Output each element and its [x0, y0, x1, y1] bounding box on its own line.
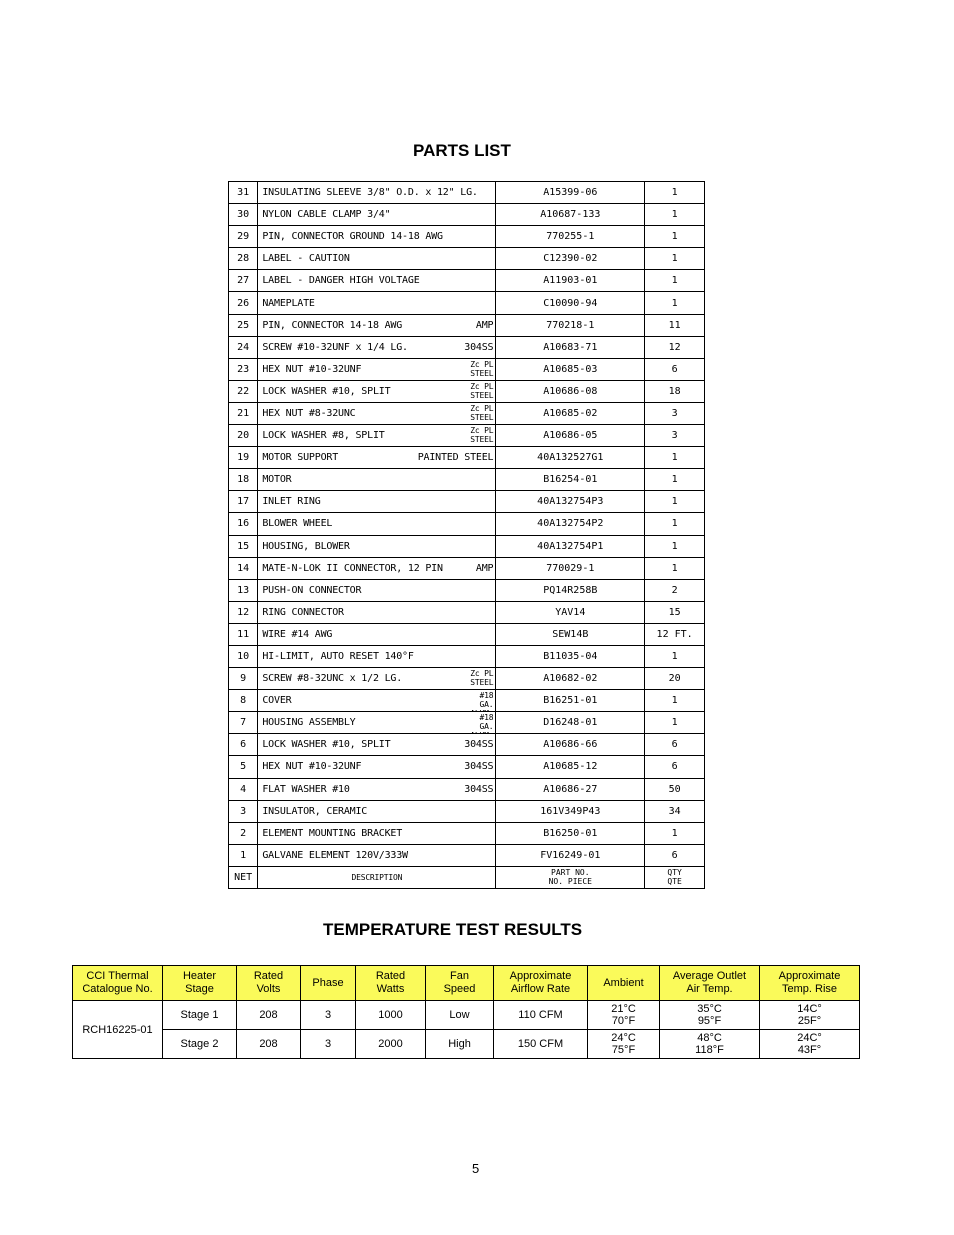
parts-row [229, 778, 705, 800]
description-text: ELEMENT MOUNTING BRACKET [262, 827, 403, 839]
part-number: A10683-71 [496, 336, 645, 358]
description-text: COVER [262, 695, 292, 707]
parts-row [229, 402, 705, 424]
quantity: 3 [645, 402, 705, 424]
description-text: NAMEPLATE [262, 297, 315, 309]
item-number: 20 [229, 425, 258, 447]
item-description [258, 292, 496, 314]
description-text: MOTOR [262, 474, 292, 486]
column-header [301, 966, 356, 1001]
item-description [258, 557, 496, 579]
parts-row [229, 204, 705, 226]
description-text: LABEL - DANGER HIGH VOLTAGE [262, 275, 420, 287]
cell-temp-rise [760, 1001, 860, 1030]
cell-stage: Stage 2 [163, 1030, 237, 1059]
quantity: 34 [645, 800, 705, 822]
header-line1: Rated [375, 970, 406, 982]
description-text: MOTOR SUPPORT [262, 452, 339, 464]
item-description [258, 623, 496, 645]
part-number: D16248-01 [496, 712, 645, 734]
column-header [588, 966, 660, 1001]
description-text: HOUSING, BLOWER [262, 540, 350, 552]
description-text: PIN, CONNECTOR 14-18 AWG [262, 319, 403, 331]
column-header [494, 966, 588, 1001]
page-number: 5 [472, 1161, 480, 1176]
quantity: 6 [645, 844, 705, 866]
column-header [73, 966, 163, 1001]
part-number: 40A132754P1 [496, 535, 645, 557]
part-number: A10685-03 [496, 358, 645, 380]
part-number: A10685-12 [496, 756, 645, 778]
cell-stage: Stage 1 [163, 1001, 237, 1030]
item-description [258, 513, 496, 535]
parts-row [229, 690, 705, 712]
item-description [258, 535, 496, 557]
header-line2: Airflow Rate [510, 983, 571, 995]
header-line1: Approximate [778, 970, 841, 982]
quantity: 1 [645, 182, 705, 204]
parts-row [229, 601, 705, 623]
item-description [258, 336, 496, 358]
part-number: B16251-01 [496, 690, 645, 712]
parts-list-title: PARTS LIST [413, 141, 511, 160]
item-description [258, 380, 496, 402]
header-line1: Phase [312, 976, 344, 989]
parts-row [229, 535, 705, 557]
part-number: A15399-06 [496, 182, 645, 204]
parts-row [229, 425, 705, 447]
item-description [258, 182, 496, 204]
item-number: 3 [229, 800, 258, 822]
cell-phase: 3 [301, 1030, 356, 1059]
item-number: 4 [229, 778, 258, 800]
header-line1: Ambient [603, 976, 644, 989]
header-part-line1: PART NO. [551, 868, 590, 878]
cell-volts: 208 [237, 1030, 301, 1059]
part-number: FV16249-01 [496, 844, 645, 866]
part-number: B16250-01 [496, 822, 645, 844]
material-note: 304SS [464, 739, 494, 751]
description-text: HOUSING ASSEMBLY [262, 717, 356, 729]
parts-row [229, 557, 705, 579]
header-qty-line1: QTY [667, 868, 682, 878]
temperature-test-title: TEMPERATURE TEST RESULTS [323, 920, 583, 939]
parts-row [229, 270, 705, 292]
part-number: A10687-133 [496, 204, 645, 226]
catalogue-number: RCH16225-01 [73, 1001, 163, 1059]
item-number: 8 [229, 690, 258, 712]
cell-volts: 208 [237, 1001, 301, 1030]
cell-watts: 2000 [356, 1030, 426, 1059]
cell-airflow: 110 CFM [494, 1001, 588, 1030]
ambient-fahrenheit: 75°F [611, 1044, 636, 1056]
cell-airflow: 150 CFM [494, 1030, 588, 1059]
quantity: 1 [645, 226, 705, 248]
material-note: 304SS [464, 783, 494, 795]
description-text: INSULATOR, CERAMIC [262, 805, 368, 817]
item-number: 9 [229, 668, 258, 690]
description-text: NYLON CABLE CLAMP 3/4" [262, 209, 391, 221]
parts-row [229, 226, 705, 248]
item-number: 24 [229, 336, 258, 358]
item-description [258, 402, 496, 424]
parts-row [229, 822, 705, 844]
temp-rise-fahrenheit: 25F° [797, 1015, 822, 1027]
column-header [426, 966, 494, 1001]
item-description [258, 800, 496, 822]
material-note: AMP [475, 319, 494, 331]
parts-row [229, 668, 705, 690]
description-text: MATE-N-LOK II CONNECTOR, 12 PIN [262, 562, 443, 574]
header-part-number [496, 866, 645, 888]
quantity: 1 [645, 248, 705, 270]
parts-row [229, 248, 705, 270]
description-text: HI-LIMIT, AUTO RESET 140°F [262, 651, 414, 663]
item-number: 12 [229, 601, 258, 623]
item-number: 19 [229, 447, 258, 469]
material-note: Zc PL STEEL [470, 381, 494, 400]
cell-outlet-temp [660, 1001, 760, 1030]
parts-row [229, 756, 705, 778]
item-description [258, 358, 496, 380]
description-text: HEX NUT #8-32UNC [262, 407, 356, 419]
quantity: 6 [645, 756, 705, 778]
part-number: 40A132527G1 [496, 447, 645, 469]
item-number: 30 [229, 204, 258, 226]
item-description [258, 314, 496, 336]
item-number: 22 [229, 380, 258, 402]
header-line2: Watts [376, 983, 405, 995]
item-number: 5 [229, 756, 258, 778]
quantity: 12 [645, 336, 705, 358]
material-note: Zc PL STEEL [470, 669, 494, 688]
description-text: HEX NUT #10-32UNF [262, 363, 362, 375]
outlet-temp-fahrenheit: 95°F [697, 1015, 722, 1027]
description-text: LOCK WASHER #8, SPLIT [262, 430, 385, 442]
cell-outlet-temp [660, 1030, 760, 1059]
item-number: 23 [229, 358, 258, 380]
part-number: A11903-01 [496, 270, 645, 292]
description-text: SCREW #10-32UNF x 1/4 LG. [262, 341, 408, 353]
part-number: A10682-02 [496, 668, 645, 690]
part-number: B16254-01 [496, 469, 645, 491]
parts-row [229, 336, 705, 358]
material-note: Zc PL STEEL [470, 359, 494, 378]
part-number: YAV14 [496, 601, 645, 623]
item-description [258, 844, 496, 866]
material-note: AMP [475, 562, 494, 574]
item-number: 31 [229, 182, 258, 204]
item-number: 25 [229, 314, 258, 336]
item-description [258, 690, 496, 712]
header-line2: Air Temp. [686, 983, 733, 995]
item-description [258, 822, 496, 844]
description-text: PUSH-ON CONNECTOR [262, 584, 362, 596]
parts-row [229, 491, 705, 513]
item-description [258, 601, 496, 623]
quantity: 1 [645, 270, 705, 292]
part-number: 770255-1 [496, 226, 645, 248]
description-text: RING CONNECTOR [262, 606, 344, 618]
item-number: 21 [229, 402, 258, 424]
cell-phase: 3 [301, 1001, 356, 1030]
header-line2: Catalogue No. [82, 983, 153, 995]
description-text: INSULATING SLEEVE 3/8" O.D. x 12" LG. [262, 187, 478, 199]
temp-rise-celsius: 24C° [797, 1032, 822, 1044]
item-description [258, 778, 496, 800]
part-number: A10686-27 [496, 778, 645, 800]
item-description [258, 734, 496, 756]
item-number: 16 [229, 513, 258, 535]
parts-list-table [228, 181, 705, 889]
item-description [258, 579, 496, 601]
material-note: Zc PL STEEL [470, 426, 494, 445]
cell-fan: High [426, 1030, 494, 1059]
header-qty-line2: QTE [667, 877, 682, 887]
header-line2: Temp. Rise [781, 983, 838, 995]
header-description: DESCRIPTION [258, 866, 496, 888]
quantity: 18 [645, 380, 705, 402]
parts-row [229, 800, 705, 822]
quantity: 1 [645, 204, 705, 226]
item-number: 2 [229, 822, 258, 844]
column-header [237, 966, 301, 1001]
item-number: 17 [229, 491, 258, 513]
part-number: A10686-05 [496, 425, 645, 447]
item-number: 10 [229, 645, 258, 667]
ambient-fahrenheit: 70°F [611, 1015, 636, 1027]
item-number: 27 [229, 270, 258, 292]
part-number: C10090-94 [496, 292, 645, 314]
ambient-celsius: 21°C [611, 1003, 636, 1015]
description-text: LOCK WASHER #10, SPLIT [262, 739, 391, 751]
cell-ambient [588, 1030, 660, 1059]
part-number: A10685-02 [496, 402, 645, 424]
item-description [258, 645, 496, 667]
parts-row [229, 734, 705, 756]
part-number: SEW14B [496, 623, 645, 645]
description-text: FLAT WASHER #10 [262, 783, 350, 795]
description-text: LOCK WASHER #10, SPLIT [262, 385, 391, 397]
parts-row [229, 712, 705, 734]
item-number: 26 [229, 292, 258, 314]
item-number: 29 [229, 226, 258, 248]
item-description [258, 712, 496, 734]
quantity: 3 [645, 425, 705, 447]
part-number: 40A132754P3 [496, 491, 645, 513]
part-number: B11035-04 [496, 645, 645, 667]
outlet-temp-celsius: 35°C [697, 1003, 722, 1015]
item-description [258, 270, 496, 292]
item-number: 1 [229, 844, 258, 866]
outlet-temp-celsius: 48°C [697, 1032, 722, 1044]
description-text: LABEL - CAUTION [262, 253, 350, 265]
item-number: 6 [229, 734, 258, 756]
description-text: BLOWER WHEEL [262, 518, 333, 530]
temperature-test-table [72, 965, 860, 1059]
item-number: 18 [229, 469, 258, 491]
quantity: 15 [645, 601, 705, 623]
quantity: 1 [645, 469, 705, 491]
header-part-line2: NO. PIECE [548, 877, 592, 887]
temp-rise-fahrenheit: 43F° [797, 1044, 822, 1056]
part-number: 770218-1 [496, 314, 645, 336]
material-note: #18 GA. [479, 713, 494, 732]
part-number: PQ14R258B [496, 579, 645, 601]
cell-temp-rise [760, 1030, 860, 1059]
quantity: 1 [645, 690, 705, 712]
cell-watts: 1000 [356, 1001, 426, 1030]
quantity: 6 [645, 734, 705, 756]
header-line1: Fan [450, 970, 469, 982]
item-number: 11 [229, 623, 258, 645]
item-number: 14 [229, 557, 258, 579]
quantity: 20 [645, 668, 705, 690]
item-number: 13 [229, 579, 258, 601]
parts-row [229, 579, 705, 601]
item-description [258, 469, 496, 491]
parts-header-row [229, 866, 705, 888]
cell-fan: Low [426, 1001, 494, 1030]
parts-row [229, 182, 705, 204]
parts-row [229, 513, 705, 535]
quantity: 2 [645, 579, 705, 601]
parts-row [229, 380, 705, 402]
quantity: 1 [645, 712, 705, 734]
item-description [258, 204, 496, 226]
header-line1: Rated [253, 970, 284, 982]
part-number: 161V349P43 [496, 800, 645, 822]
part-number: C12390-02 [496, 248, 645, 270]
item-description [258, 756, 496, 778]
temp-row [73, 1001, 860, 1030]
parts-row [229, 623, 705, 645]
quantity: 1 [645, 822, 705, 844]
quantity: 1 [645, 645, 705, 667]
description-text: HEX NUT #10-32UNF [262, 761, 362, 773]
quantity: 1 [645, 447, 705, 469]
parts-row [229, 844, 705, 866]
header-line2: Volts [256, 983, 281, 995]
item-description [258, 425, 496, 447]
quantity: 1 [645, 292, 705, 314]
parts-row [229, 447, 705, 469]
parts-row [229, 314, 705, 336]
column-header [660, 966, 760, 1001]
part-number: A10686-08 [496, 380, 645, 402]
part-number: 770029-1 [496, 557, 645, 579]
quantity: 1 [645, 491, 705, 513]
item-number: 15 [229, 535, 258, 557]
material-note: 304SS [464, 341, 494, 353]
description-text: WIRE #14 AWG [262, 628, 333, 640]
item-description [258, 447, 496, 469]
quantity: 1 [645, 513, 705, 535]
outlet-temp-fahrenheit: 118°F [695, 1044, 724, 1056]
parts-row [229, 292, 705, 314]
part-number: A10686-66 [496, 734, 645, 756]
item-number: 7 [229, 712, 258, 734]
description-text: PIN, CONNECTOR GROUND 14-18 AWG [262, 231, 443, 243]
parts-row [229, 469, 705, 491]
quantity: 1 [645, 557, 705, 579]
description-text: INLET RING [262, 496, 321, 508]
material-note: PAINTED STEEL [417, 452, 494, 464]
quantity: 11 [645, 314, 705, 336]
material-note: 304SS [464, 761, 494, 773]
parts-row [229, 358, 705, 380]
material-note: #18 GA. [479, 691, 494, 710]
description-text: SCREW #8-32UNC x 1/2 LG. [262, 673, 403, 685]
quantity: 6 [645, 358, 705, 380]
header-line1: Heater [182, 970, 217, 982]
header-line1: Average Outlet [672, 970, 747, 982]
quantity: 12 FT. [645, 623, 705, 645]
header-quantity [645, 866, 705, 888]
quantity: 1 [645, 535, 705, 557]
part-number: 40A132754P2 [496, 513, 645, 535]
column-header [760, 966, 860, 1001]
temp-rise-celsius: 14C° [797, 1003, 822, 1015]
header-line2: Stage [185, 983, 214, 995]
ambient-celsius: 24°C [611, 1032, 636, 1044]
description-text: GALVANE ELEMENT 120V/333W [262, 849, 408, 861]
header-line1: CCI Thermal [86, 970, 149, 982]
quantity: 50 [645, 778, 705, 800]
item-description [258, 668, 496, 690]
item-description [258, 226, 496, 248]
header-line2: Speed [443, 983, 476, 995]
header-net: NET [229, 866, 258, 888]
cell-ambient [588, 1001, 660, 1030]
item-description [258, 248, 496, 270]
column-header [163, 966, 237, 1001]
header-line1: Approximate [509, 970, 572, 982]
parts-row [229, 645, 705, 667]
item-number: 28 [229, 248, 258, 270]
item-description [258, 491, 496, 513]
column-header [356, 966, 426, 1001]
material-note: Zc PL STEEL [470, 403, 494, 422]
temp-row [73, 1030, 860, 1059]
